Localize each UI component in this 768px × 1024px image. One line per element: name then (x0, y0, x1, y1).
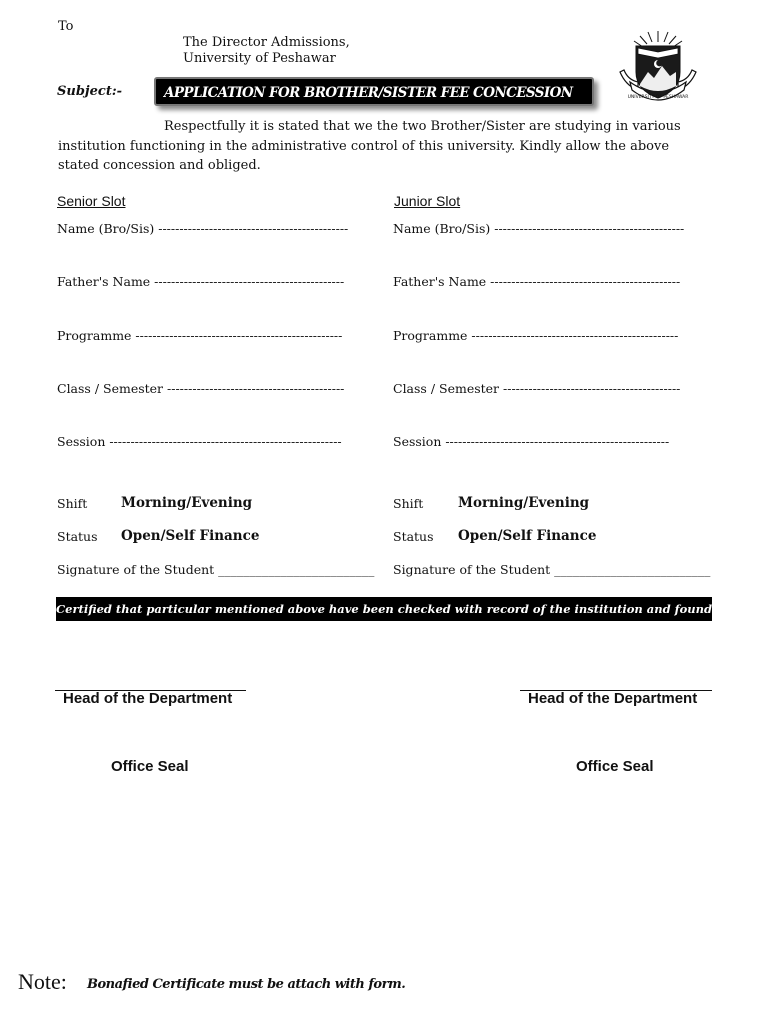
junior-name-field[interactable]: Name (Bro/Sis) --------------------------------------------- (393, 221, 685, 236)
junior-session-field[interactable]: Session ----------------------------------------------------- (393, 434, 670, 449)
junior-programme-field[interactable]: Programme ------------------------------------------------- (393, 328, 679, 343)
address-line-2: University of Peshawar (183, 51, 336, 66)
senior-shift-label: Shift (57, 496, 88, 511)
senior-name-field[interactable]: Name (Bro/Sis) --------------------------------------------- (57, 221, 349, 236)
svg-text:UNIVERSITY OF PESHAWAR: UNIVERSITY OF PESHAWAR (627, 95, 689, 100)
junior-slot-heading: Junior Slot (394, 193, 461, 209)
certified-banner: Certified that particular mentioned above have been checked with record of the institution and found correct (56, 597, 712, 621)
address-line-1: The Director Admissions, (183, 35, 350, 50)
junior-shift-options[interactable]: Morning/Evening (458, 495, 590, 511)
hod-right-label: Head of the Department (528, 690, 698, 707)
junior-father-name-field[interactable]: Father's Name --------------------------------------------- (393, 274, 681, 289)
application-body-text: Respectfully it is stated that we the two Brother/Sister are studying in various institution functioning in the administrative control of this university. Kindly allow the above stated concession and obliged. (58, 119, 681, 173)
junior-shift-label: Shift (393, 496, 424, 511)
hod-left-label: Head of the Department (63, 690, 233, 707)
junior-status-options[interactable]: Open/Self Finance (458, 528, 597, 544)
university-logo (616, 28, 700, 108)
senior-status-label: Status (57, 529, 98, 544)
subject-banner: APPLICATION FOR BROTHER/SISTER FEE CONCESSION (154, 77, 594, 106)
junior-signature-field[interactable]: Signature of the Student _________________________ (393, 562, 711, 577)
senior-session-field[interactable]: Session ------------------------------------------------------- (57, 434, 342, 449)
senior-status-options[interactable]: Open/Self Finance (121, 528, 260, 544)
senior-shift-options[interactable]: Morning/Evening (121, 495, 253, 511)
senior-slot-heading: Senior Slot (57, 193, 126, 209)
senior-programme-field[interactable]: Programme ------------------------------------------------- (57, 328, 343, 343)
senior-father-name-field[interactable]: Father's Name --------------------------------------------- (57, 274, 345, 289)
to-label: To (58, 19, 74, 34)
subject-label: Subject:- (57, 84, 123, 99)
note-label: Note: (18, 969, 67, 994)
office-seal-left-label: Office Seal (111, 758, 189, 775)
senior-class-semester-field[interactable]: Class / Semester ------------------------------------------ (57, 381, 345, 396)
note-text: Bonafied Certificate must be attach with form. (87, 977, 406, 992)
junior-status-label: Status (393, 529, 434, 544)
junior-class-semester-field[interactable]: Class / Semester ------------------------------------------ (393, 381, 681, 396)
senior-signature-field[interactable]: Signature of the Student _________________________ (57, 562, 375, 577)
office-seal-right-label: Office Seal (576, 758, 654, 775)
